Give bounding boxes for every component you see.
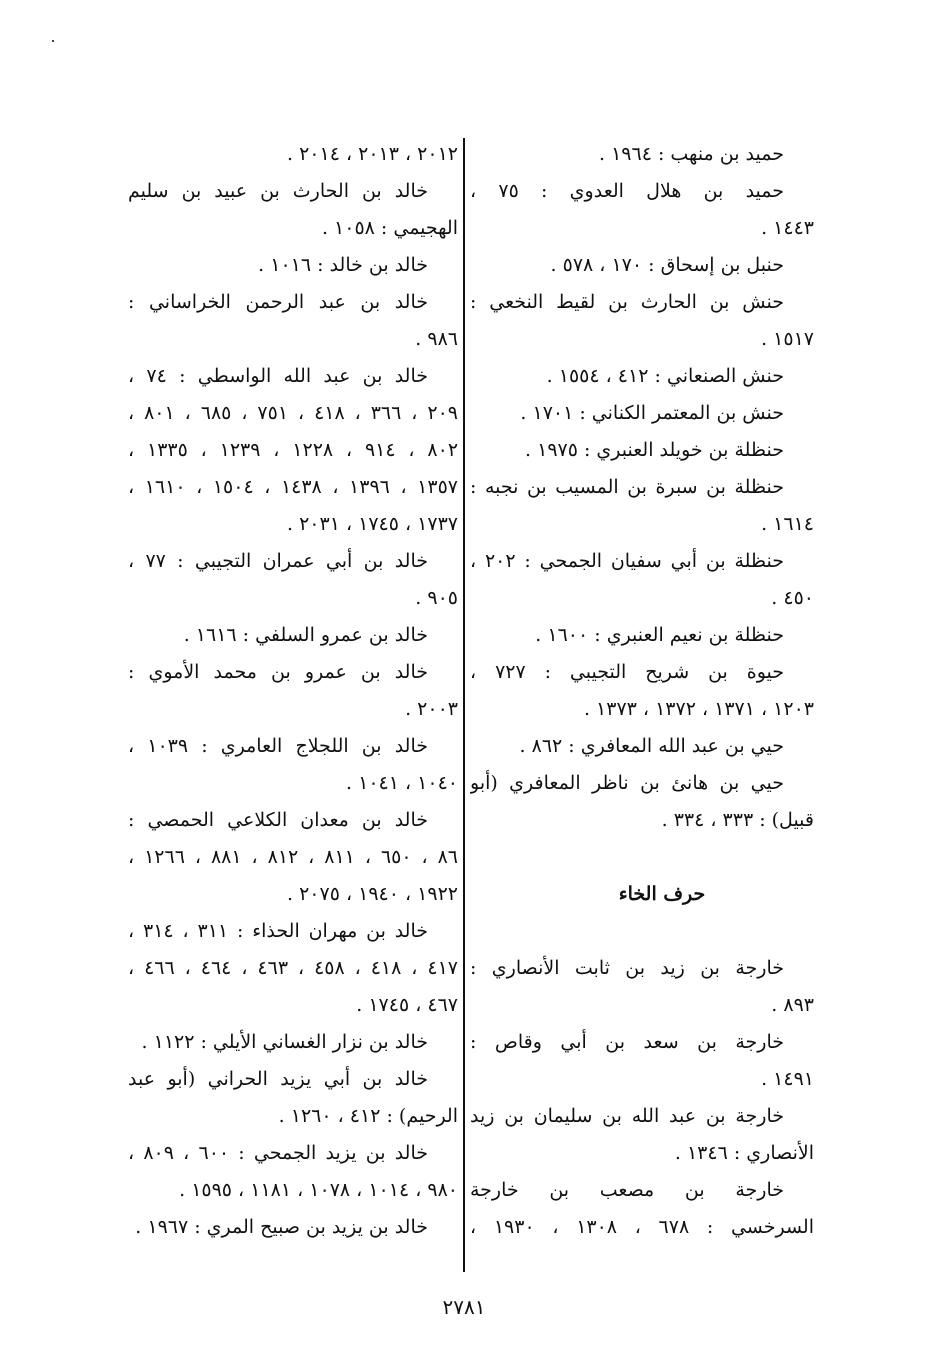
- index-entry-line: ٩٨٦ .: [415, 328, 458, 350]
- index-entry-line: [470, 839, 814, 876]
- index-entry-line: ١٠٤٠ ، ١٠٤١ .: [346, 772, 458, 794]
- index-entry-line: ٤٥٠ .: [771, 587, 814, 609]
- index-entry-line: خالد بن مهران الحذاء : ٣١١ ، ٣١٤ ،: [128, 920, 429, 942]
- index-entry-line: قبيل) : ٣٣٣ ، ٣٣٤ .: [661, 809, 814, 831]
- index-entry-line: خالد بن عبد الرحمن الخراساني :: [128, 291, 428, 313]
- index-entry-line: حنظلة بن نعيم العنبري : ١٦٠٠ .: [535, 624, 784, 646]
- index-entry-line: الهجيمي : ١٠٥٨ .: [321, 217, 458, 239]
- index-entry-line: ٩٨٠ ، ١٠١٤ ، ١٠٧٨ ، ١١٨١ ، ١٥٩٥ .: [179, 1179, 458, 1201]
- index-entry-line: حيوة بن شريح التجيبي : ٧٢٧ ،: [470, 661, 784, 683]
- index-entry-line: خارجة بن سعد بن أبي وقاص :: [470, 1031, 784, 1053]
- index-entry-line: خالد بن يزيد الجمحي : ٦٠٠ ، ٨٠٩ ،: [128, 1142, 428, 1164]
- page-number: ٢٧٨١: [442, 1295, 486, 1319]
- index-entry-line: خالد بن الحارث بن عبيد بن سليم: [128, 180, 428, 202]
- index-entry-line: ٨٦ ، ٦٥٠ ، ٨١١ ، ٨١٢ ، ٨٨١ ، ١٢٦٦ ،: [128, 846, 458, 868]
- index-entry-line: حنش الصنعاني : ٤١٢ ، ١٥٥٤ .: [546, 365, 784, 387]
- index-entry-line: حيي بن هانئ بن ناظر المعافري (أبو: [470, 772, 784, 794]
- index-entry-line: حيي بن عبد الله المعافري : ٨٦٢ .: [519, 735, 784, 757]
- index-entry-line: ٢٠٠٣ .: [405, 698, 458, 720]
- index-entry-line: ٤٦٧ ، ١٧٤٥ .: [356, 994, 458, 1016]
- index-entry-line: ١٧٣٧ ، ١٧٤٥ ، ٢٠٣١ .: [286, 513, 458, 535]
- index-entry-line: ١٥١٧ .: [761, 328, 814, 350]
- column-divider: [463, 138, 465, 1272]
- index-entry-line: ٢٠١٢ ، ٢٠١٣ ، ٢٠١٤ .: [286, 143, 458, 165]
- index-entry-line: حنظلة بن أبي سفيان الجمحي : ٢٠٢ ،: [470, 550, 784, 572]
- section-heading: حرف الخاء: [618, 883, 706, 905]
- index-entry-line: حنش بن الحارث بن لقيط النخعي :: [470, 291, 784, 313]
- index-entry-line: خالد بن عمرو السلفي : ١٦١٦ .: [183, 624, 428, 646]
- index-entry-line: خالد بن نزار الغساني الأيلي : ١١٢٢ .: [141, 1031, 428, 1053]
- index-entry-line: ٨٩٣ .: [771, 994, 814, 1016]
- index-entry-line: ١٤٤٣ .: [761, 217, 814, 239]
- index-entry-line: ١٤٩١ .: [761, 1068, 814, 1090]
- index-entry-line: حنش بن المعتمر الكناني : ١٧٠١ .: [520, 402, 784, 424]
- page-speck: [52, 40, 54, 42]
- index-column-right: [470, 136, 814, 1246]
- index-entry-line: حميد بن منهب : ١٩٦٤ .: [599, 143, 784, 165]
- index-entry-line: خارجة بن عبد الله بن سليمان بن زيد: [470, 1105, 784, 1127]
- index-entry-line: ٨٠٢ ، ٩١٤ ، ١٢٢٨ ، ١٢٣٩ ، ١٣٣٥ ،: [128, 439, 458, 461]
- index-entry-line: حميد بن هلال العدوي : ٧٥ ،: [470, 180, 785, 202]
- index-entry-line: ١٣٥٧ ، ١٣٩٦ ، ١٤٣٨ ، ١٥٠٤ ، ١٦١٠ ،: [128, 476, 458, 498]
- index-entry-line: الأنصاري : ١٣٤٦ .: [674, 1142, 814, 1164]
- index-entry-line: حنظلة بن خويلد العنبري : ١٩٧٥ .: [525, 439, 784, 461]
- index-entry-line: خالد بن خالد : ١٠١٦ .: [258, 254, 428, 276]
- index-entry-line: خالد بن اللجلاج العامري : ١٠٣٩ ،: [128, 735, 428, 757]
- index-entry-line: حنبل بن إسحاق : ١٧٠ ، ٥٧٨ .: [550, 254, 784, 276]
- index-entry-line: ٢٠٩ ، ٣٦٦ ، ٤١٨ ، ٧٥١ ، ٦٨٥ ، ٨٠١ ،: [128, 402, 458, 424]
- index-entry-line: خالد بن أبي عمران التجيبي : ٧٧ ،: [128, 550, 429, 572]
- index-entry-line: حنظلة بن سبرة بن المسيب بن نجبه :: [470, 476, 784, 498]
- index-entry-line: ٤١٧ ، ٤١٨ ، ٤٥٨ ، ٤٦٣ ، ٤٦٤ ، ٤٦٦ ،: [128, 957, 458, 979]
- index-entry-line: خالد بن عبد الله الواسطي : ٧٤ ،: [128, 365, 428, 387]
- index-entry-line: خالد بن يزيد بن صبيح المري : ١٩٦٧ .: [135, 1216, 428, 1238]
- index-entry-line: السرخسي : ٦٧٨ ، ١٣٠٨ ، ١٩٣٠ ،: [470, 1216, 814, 1238]
- index-column-left: [128, 136, 458, 1246]
- index-entry-line: الرحيم) : ٤١٢ ، ١٢٦٠ .: [278, 1105, 458, 1127]
- index-entry-line: ٩٠٥ .: [415, 587, 458, 609]
- index-entry-line: خارجة بن زيد بن ثابت الأنصاري :: [470, 957, 784, 979]
- index-entry-line: [470, 913, 814, 950]
- index-entry-line: خالد بن عمرو بن محمد الأموي :: [128, 661, 428, 683]
- index-entry-line: ١٢٠٣ ، ١٣٧١ ، ١٣٧٢ ، ١٣٧٣ .: [583, 698, 814, 720]
- index-entry-line: ١٦١٤ .: [761, 513, 814, 535]
- index-entry-line: خالد بن معدان الكلاعي الحمصي :: [128, 809, 428, 831]
- index-entry-line: خارجة بن مصعب بن خارجة: [470, 1179, 784, 1201]
- index-entry-line: خالد بن أبي يزيد الحراني (أبو عبد: [128, 1068, 428, 1090]
- index-entry-line: ١٩٢٢ ، ١٩٤٠ ، ٢٠٧٥ .: [286, 883, 458, 905]
